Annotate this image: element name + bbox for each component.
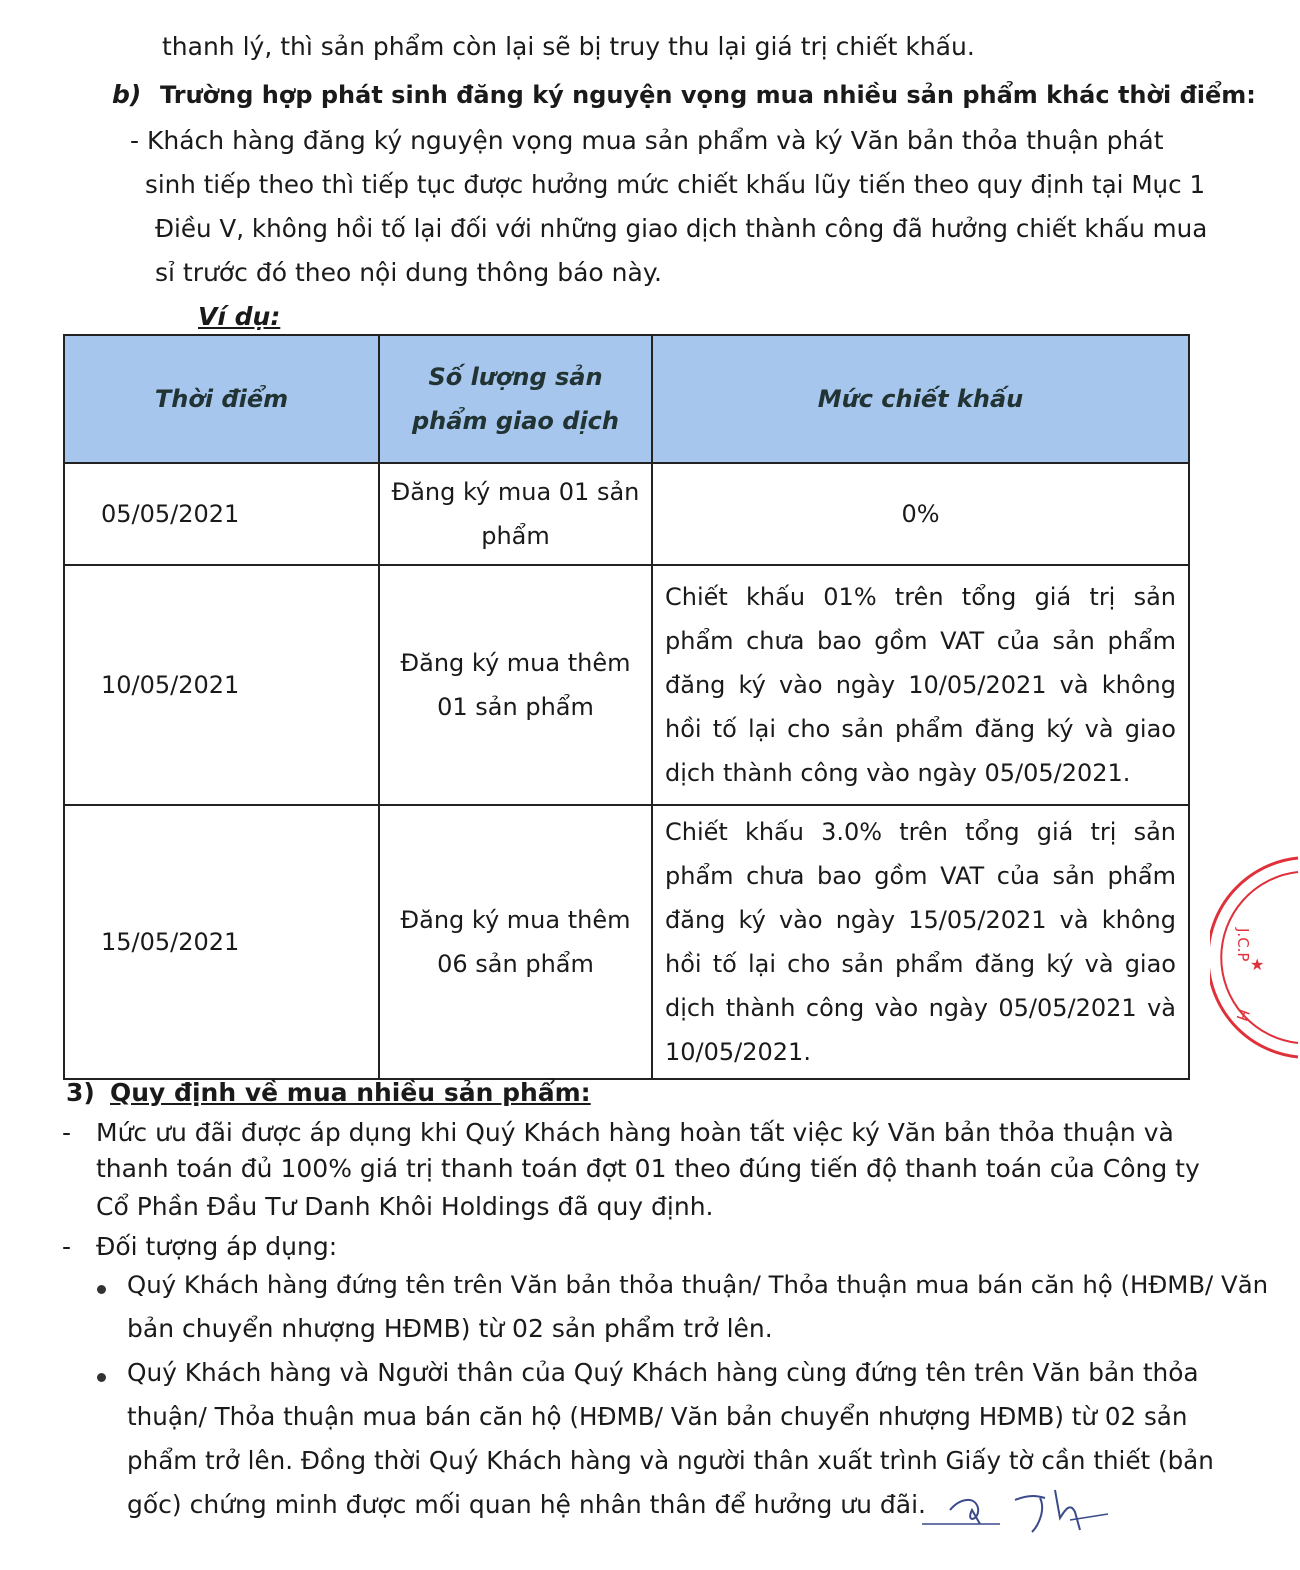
svg-text:J.C.P: J.C.P <box>1234 928 1252 962</box>
table-row <box>64 565 1189 805</box>
discount-example-table <box>63 334 1190 1080</box>
cell-date: 10/05/2021 <box>64 565 379 805</box>
cell-quantity: Đăng ký mua thêm 06 sản phẩm <box>379 805 652 1079</box>
header-time: Thời điểm <box>64 335 379 463</box>
header-quantity: Số lượng sản phẩm giao dịch <box>379 335 652 463</box>
section-b-para-line: Điều V, không hồi tố lại đối với những giao dịch thành công đã hưởng chiết khấu mua <box>155 214 1208 243</box>
cell-quantity: Đăng ký mua 01 sản phẩm <box>379 463 652 565</box>
section-b-para-line: - Khách hàng đăng ký nguyện vọng mua sản phẩm và ký Văn bản thỏa thuận phát <box>130 126 1164 155</box>
section-b-para-line: sinh tiếp theo thì tiếp tục được hưởng mức chiết khấu lũy tiến theo quy định tại Mục 1 <box>145 170 1206 199</box>
dash1-line: Cổ Phần Đầu Tư Danh Khôi Holdings đã quy định. <box>96 1192 714 1221</box>
bullet-icon <box>97 1285 106 1294</box>
cell-date: 05/05/2021 <box>64 463 379 565</box>
company-seal-icon <box>1210 850 1300 1065</box>
cell-date: 15/05/2021 <box>64 805 379 1079</box>
section-3-number: 3) <box>66 1078 95 1107</box>
section-3-title: Quy định về mua nhiều sản phẩm: <box>110 1078 591 1107</box>
cell-quantity: Đăng ký mua thêm 01 sản phẩm <box>379 565 652 805</box>
bullet2-line: gốc) chứng minh được mối quan hệ nhân thân để hưởng ưu đãi. <box>127 1490 926 1519</box>
dash1-line: thanh toán đủ 100% giá trị thanh toán đợt 01 theo đúng tiến độ thanh toán của Công ty <box>96 1154 1200 1183</box>
header-discount: Mức chiết khấu <box>652 335 1189 463</box>
dash1-line: Mức ưu đãi được áp dụng khi Quý Khách hàng hoàn tất việc ký Văn bản thỏa thuận và <box>96 1118 1174 1147</box>
bullet2-line: thuận/ Thỏa thuận mua bán căn hộ (HĐMB/ Văn bản chuyển nhượng HĐMB) từ 02 sản <box>127 1402 1188 1431</box>
bullet1-line: Quý Khách hàng đứng tên trên Văn bản thỏa thuận/ Thỏa thuận mua bán căn hộ (HĐMB/ Văn <box>127 1270 1269 1299</box>
signature-initials <box>920 1480 1110 1540</box>
cell-discount: Chiết khấu 3.0% trên tổng giá trị sản phẩm chưa bao gồm VAT của sản phẩm đăng ký vào ngày 15/05/2021 và không hồi tố lại cho sản phẩm đăng ký và giao dịch thành công vào ngày 05/05/2021 và 10/05/2021. <box>652 805 1189 1079</box>
intro-line: thanh lý, thì sản phẩm còn lại sẽ bị truy thu lại giá trị chiết khấu. <box>162 32 975 61</box>
bullet1-line: bản chuyển nhượng HĐMB) từ 02 sản phẩm trở lên. <box>127 1314 773 1343</box>
dash2-line: Đối tượng áp dụng: <box>96 1232 338 1261</box>
section-b-para-line: sỉ trước đó theo nội dung thông báo này. <box>155 258 662 287</box>
table-header-row <box>64 335 1189 463</box>
section-b-marker: b) <box>112 80 142 109</box>
bullet-icon <box>97 1373 106 1382</box>
cell-discount: 0% <box>652 463 1189 565</box>
table-row <box>64 805 1189 1079</box>
svg-text:★: ★ <box>1250 955 1265 974</box>
dash-marker: - <box>62 1232 72 1261</box>
bullet2-line: phẩm trở lên. Đồng thời Quý Khách hàng và người thân xuất trình Giấy tờ cần thiết (bản <box>127 1446 1214 1475</box>
bullet2-line: Quý Khách hàng và Người thân của Quý Khách hàng cùng đứng tên trên Văn bản thỏa <box>127 1358 1199 1387</box>
dash-marker: - <box>62 1118 72 1147</box>
example-label: Ví dụ: <box>198 302 281 331</box>
svg-text:H: H <box>1232 1006 1254 1024</box>
cell-discount: Chiết khấu 01% trên tổng giá trị sản phẩm chưa bao gồm VAT của sản phẩm đăng ký vào ngày 10/05/2021 và không hồi tố lại cho sản phẩm đăng ký và giao dịch thành công vào ngày 05/05/2021. <box>652 565 1189 805</box>
section-b-title: Trường hợp phát sinh đăng ký nguyện vọng mua nhiều sản phẩm khác thời điểm: <box>160 81 1256 109</box>
table-row <box>64 463 1189 565</box>
